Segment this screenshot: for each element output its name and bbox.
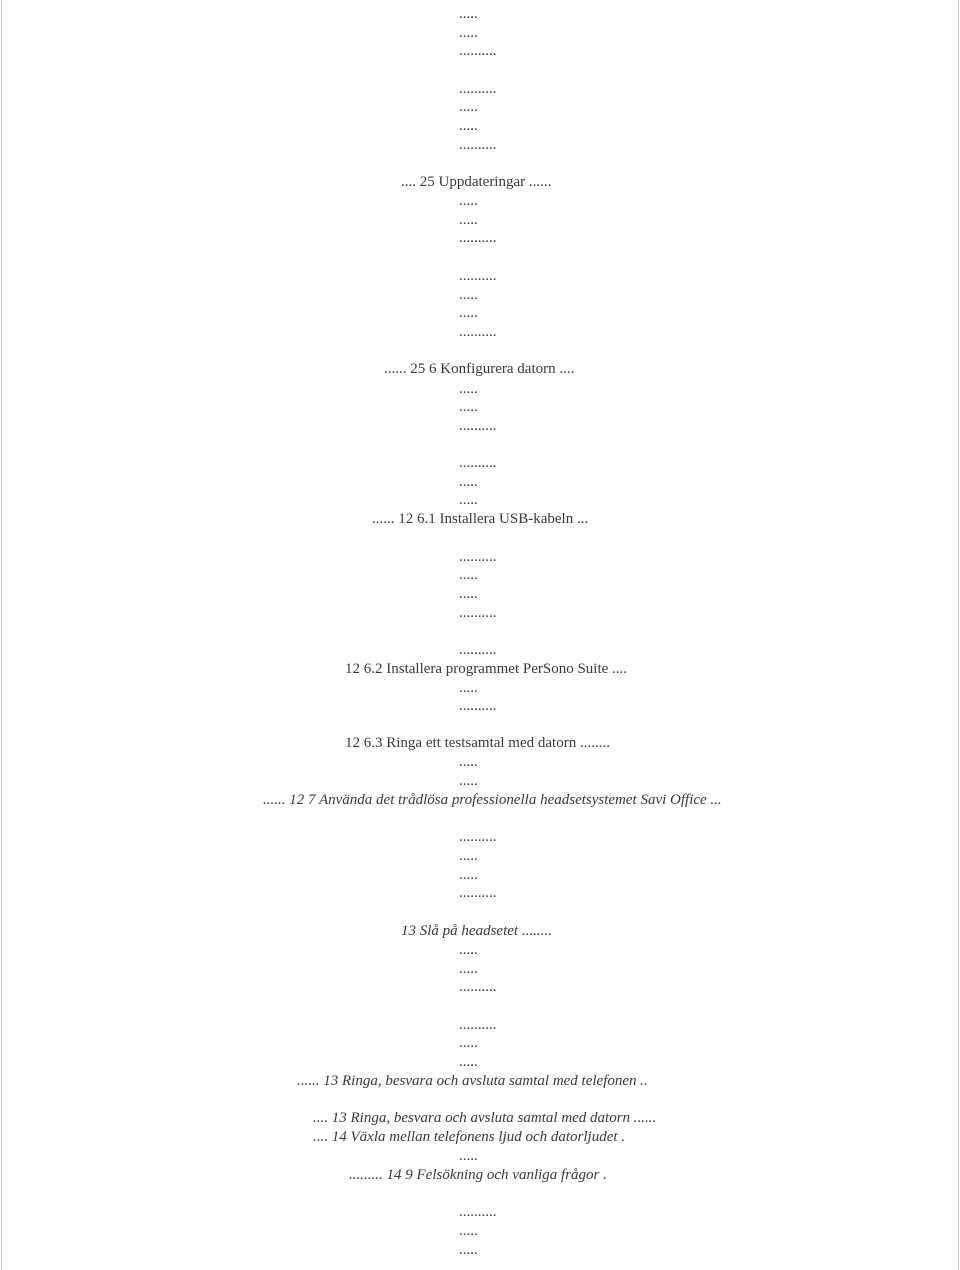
toc-line: ..... — [459, 1223, 478, 1239]
toc-line: ..... — [459, 586, 478, 602]
toc-entry-installera-persono-suite: 12 6.2 Installera programmet PerSono Suite .... — [345, 661, 628, 677]
toc-line: .......... — [459, 642, 497, 658]
toc-line: .......... — [459, 829, 497, 845]
toc-line: .......... — [459, 324, 497, 340]
toc-line: ..... — [459, 381, 478, 397]
toc-line: .......... — [459, 885, 497, 901]
toc-line: ..... — [459, 1035, 478, 1051]
toc-line: ..... — [459, 492, 478, 508]
toc-line: ..... — [459, 1148, 478, 1164]
toc-line: .......... — [459, 455, 497, 471]
toc-entry-sla-pa-headsetet: 13 Slå på headsetet ........ — [401, 923, 552, 939]
toc-line: ..... — [459, 212, 478, 228]
toc-line: ..... — [459, 399, 478, 415]
toc-line: .......... — [459, 230, 497, 246]
toc-line: ..... — [459, 1054, 478, 1070]
toc-line: .......... — [459, 698, 497, 714]
toc-line: ..... — [459, 474, 478, 490]
toc-line: ..... — [459, 6, 478, 22]
toc-line: .......... — [459, 81, 497, 97]
toc-entry-anvanda-savi-office: ...... 12 7 Använda det trådlösa professionella headsetsystemet Savi Office ... — [263, 792, 722, 808]
toc-line: ..... — [459, 118, 478, 134]
toc-line: ..... — [459, 305, 478, 321]
toc-line: ..... — [459, 754, 478, 770]
toc-line: ..... — [459, 680, 478, 696]
toc-line: .......... — [459, 418, 497, 434]
toc-line: ..... — [459, 942, 478, 958]
page-border-left — [1, 0, 2, 1270]
toc-entry-installera-usb-kabeln: ...... 12 6.1 Installera USB-kabeln ... — [372, 511, 589, 527]
toc-entry-felsokning: ......... 14 9 Felsökning och vanliga frågor . — [349, 1167, 607, 1183]
toc-line: ..... — [459, 193, 478, 209]
toc-line: ..... — [459, 773, 478, 789]
toc-line: ..... — [459, 848, 478, 864]
toc-line: ..... — [459, 287, 478, 303]
toc-line: ..... — [459, 25, 478, 41]
toc-line: ..... — [459, 961, 478, 977]
toc-entry-konfigurera-datorn: ...... 25 6 Konfigurera datorn .... — [384, 361, 575, 377]
toc-entry-samtal-datorn: .... 13 Ringa, besvara och avsluta samtal med datorn ...... — [313, 1110, 657, 1126]
toc-line: .......... — [459, 137, 497, 153]
toc-line: ..... — [459, 99, 478, 115]
toc-entry-vaxla-ljud: .... 14 Växla mellan telefonens ljud och datorljudet . — [313, 1129, 626, 1145]
toc-line: .......... — [459, 1017, 497, 1033]
toc-entry-samtal-telefonen: ...... 13 Ringa, besvara och avsluta samtal med telefonen .. — [297, 1073, 648, 1089]
toc-line: .......... — [459, 268, 497, 284]
toc-line: .......... — [459, 979, 497, 995]
toc-line: ..... — [459, 1242, 478, 1258]
toc-entry-uppdateringar: .... 25 Uppdateringar ...... — [401, 174, 552, 190]
toc-line: .......... — [459, 605, 497, 621]
page-border-right — [958, 0, 959, 1270]
toc-entry-ringa-testsamtal: 12 6.3 Ringa ett testsamtal med datorn ........ — [345, 735, 610, 751]
toc-line: ..... — [459, 567, 478, 583]
toc-line: .......... — [459, 43, 497, 59]
toc-line: .......... — [459, 549, 497, 565]
toc-line: ..... — [459, 867, 478, 883]
toc-line: .......... — [459, 1204, 497, 1220]
